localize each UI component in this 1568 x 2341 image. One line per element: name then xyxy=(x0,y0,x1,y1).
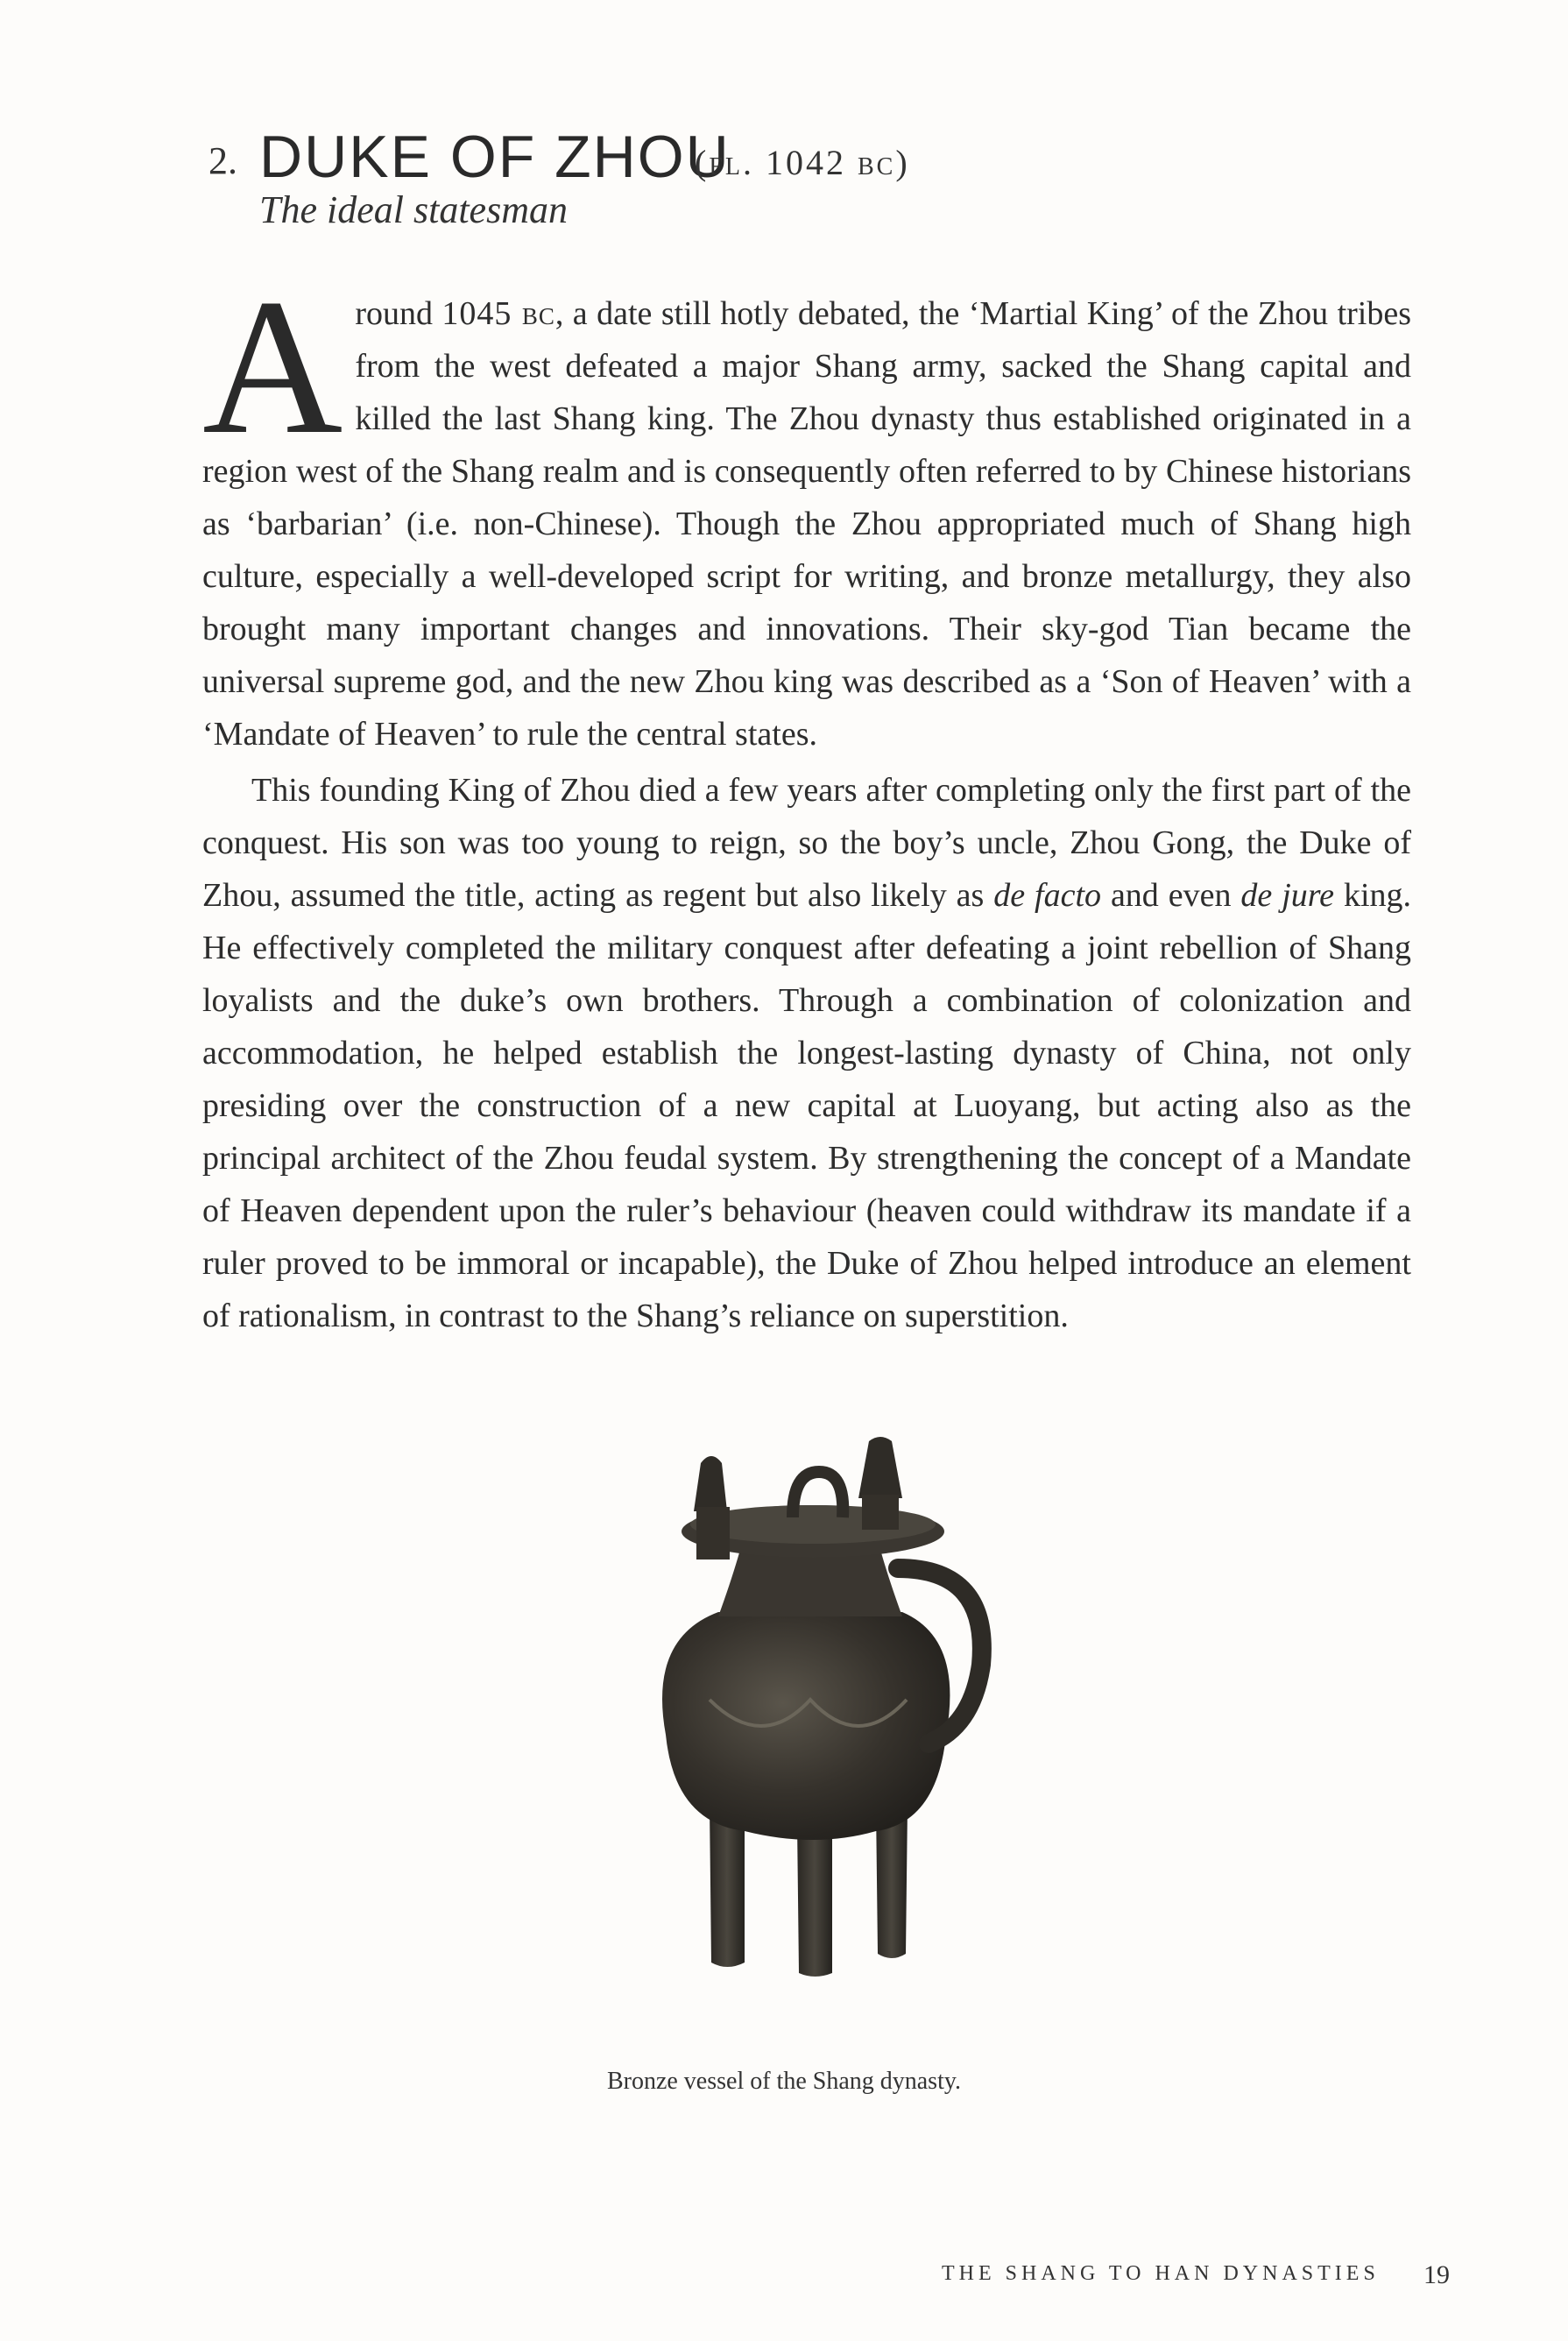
figure-caption: Bronze vessel of the Shang dynasty. xyxy=(606,2068,962,2095)
chapter-number: 2. xyxy=(208,139,237,182)
paragraph-2-mid: and even xyxy=(1101,877,1241,914)
paragraph-1-rest: , a date still hotly debated, the ‘Martial King’ of the Zhou tribes from the west defeated a major Shang army, sacked the Shang capital and killed the last Shang king. The Zhou dynasty thus established originated in a region west of the Shang realm and is consequently often referred to by Chinese historians as ‘barbarian’ (i.e. non-Chinese). Though the Zhou appropriated much of Shang high culture, especially a well-developed script for writing, and bronze metallurgy, they also brought many important changes and innovations. Their sky-god Tian became the universal supreme god, and the new Zhou king was described as a ‘Son of Heaven’ with a ‘Mandate of Heaven’ to rule the central states. xyxy=(202,295,1411,753)
vessel-leg-center xyxy=(797,1822,832,1977)
vessel-post-right xyxy=(858,1437,902,1498)
paragraph-1 xyxy=(202,259,1411,760)
drop-cap: A xyxy=(202,259,343,475)
bronze-vessel-image xyxy=(613,1437,1034,1980)
chapter-title: DUKE OF ZHOU xyxy=(259,124,731,190)
vessel-spout-left xyxy=(694,1456,727,1511)
paragraph-1-start: round xyxy=(355,295,442,332)
paragraph-1-year: 1045 bc xyxy=(441,295,555,332)
chapter-subtitle: The ideal statesman xyxy=(259,188,568,231)
paragraph-2-start: This founding King of Zhou died a few years after completing only the first part of the conquest. His son was too young to reign, so the boy’s uncle, Zhou Gong, the Duke of Zhou, assumed the title, acting as regent but also likely as xyxy=(202,772,1411,914)
chapter-dates: (fl. 1042 bc) xyxy=(695,143,910,182)
term-de-jure: de jure xyxy=(1240,877,1335,914)
running-footer: THE SHANG TO HAN DYNASTIES xyxy=(942,2262,1380,2285)
page-number: 19 xyxy=(1423,2260,1450,2289)
paragraph-2 xyxy=(202,764,1411,1342)
paragraph-2-rest: king. He effectively completed the military conquest after defeating a joint rebellion of Shang loyalists and the duke’s own brothers. Through a combination of colonization and accommodation, he helped establish the longest-lasting dynasty of China, not only presiding over the construction of a new capital at Luoyang, but acting also as the principal architect of the Zhou feudal system. By strengthening the concept of a Mandate of Heaven dependent upon the ruler’s behaviour (heaven could withdraw its mandate if a ruler proved to be immoral or incapable), the Duke of Zhou helped introduce an element of rationalism, in contrast to the Shang’s reliance on superstition. xyxy=(202,877,1412,1334)
term-de-facto: de facto xyxy=(993,877,1102,914)
vessel-body xyxy=(662,1612,950,1840)
body-text xyxy=(202,259,1412,1342)
